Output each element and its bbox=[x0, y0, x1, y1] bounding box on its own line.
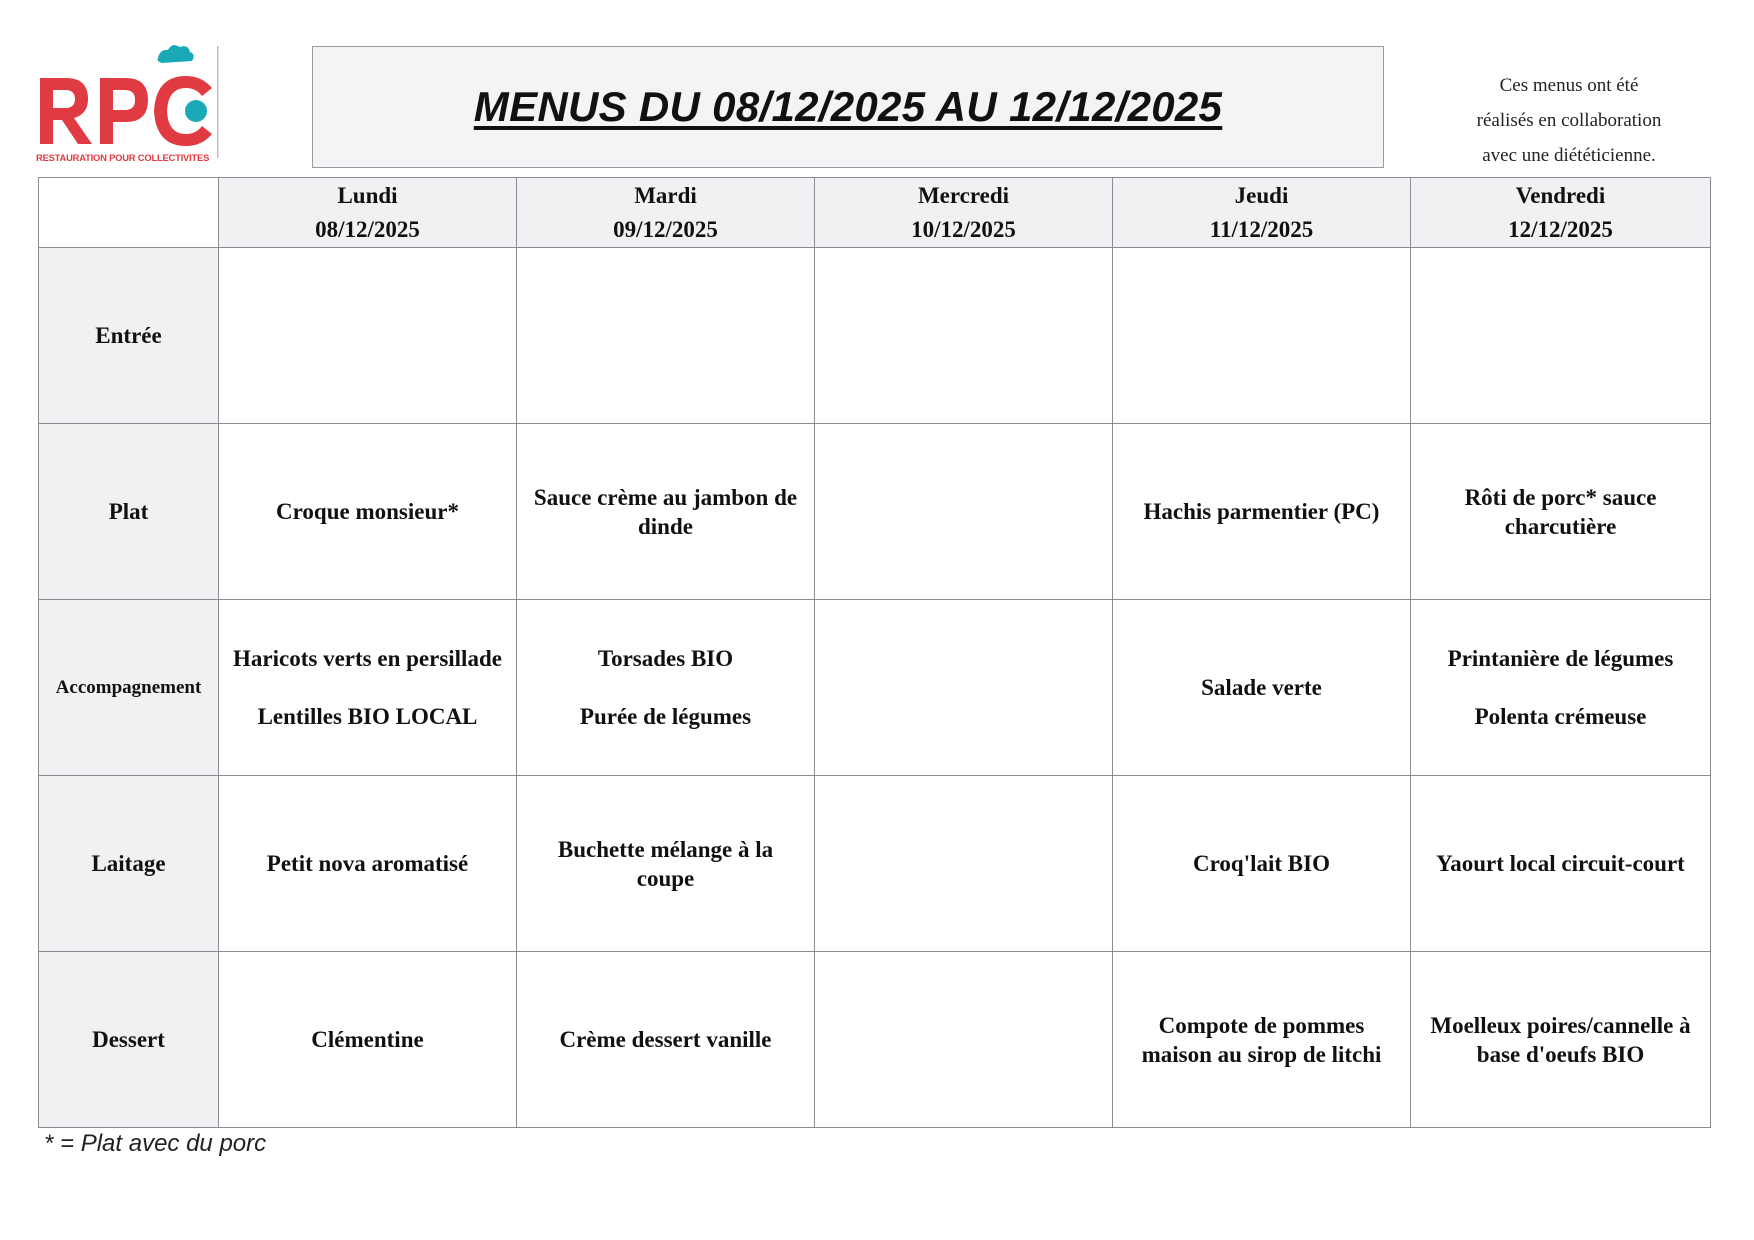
menu-item: Purée de légumes bbox=[579, 704, 752, 729]
menu-cell bbox=[1411, 248, 1711, 424]
menu-item: Haricots verts en persillade bbox=[233, 646, 502, 671]
menu-item: Salade verte bbox=[1201, 675, 1322, 700]
menu-cell bbox=[1411, 600, 1711, 776]
logo-letter-p bbox=[100, 78, 148, 144]
menu-cell bbox=[1411, 952, 1711, 1128]
menu-cell bbox=[517, 600, 815, 776]
menu-item: Clémentine bbox=[311, 1027, 424, 1052]
day-date: 09/12/2025 bbox=[613, 216, 718, 242]
day-header-wednesday bbox=[815, 178, 1113, 248]
day-date: 11/12/2025 bbox=[1209, 216, 1314, 242]
dietitian-note bbox=[1436, 68, 1702, 173]
menu-cell bbox=[1113, 952, 1411, 1128]
menu-item: Torsades BIO bbox=[597, 646, 734, 671]
chef-hat-icon bbox=[158, 45, 194, 63]
menu-cell bbox=[517, 776, 815, 952]
day-date: 10/12/2025 bbox=[911, 216, 1016, 242]
day-name: Jeudi bbox=[1234, 182, 1289, 208]
day-header-friday bbox=[1411, 178, 1711, 248]
logo-dot bbox=[185, 100, 207, 122]
table-header-row bbox=[39, 178, 1711, 248]
day-name: Mardi bbox=[634, 182, 697, 208]
menu-cell bbox=[219, 424, 517, 600]
menu-cell bbox=[1113, 248, 1411, 424]
row-label: Laitage bbox=[39, 776, 219, 952]
rpc-logo-graphic bbox=[36, 44, 222, 164]
pork-footnote: * = Plat avec du porc bbox=[44, 1130, 267, 1157]
day-header-thursday bbox=[1113, 178, 1411, 248]
menu-cell bbox=[1113, 600, 1411, 776]
row-label: Plat bbox=[39, 424, 219, 600]
day-name: Vendredi bbox=[1515, 182, 1606, 208]
menu-item: Sauce crème au jambon de dinde bbox=[533, 484, 798, 539]
menu-cell bbox=[517, 424, 815, 600]
row-label: Entrée bbox=[39, 248, 219, 424]
menu-item: Buchette mélange à la coupe bbox=[557, 836, 774, 891]
menu-item: Crème dessert vanille bbox=[559, 1027, 772, 1052]
menu-cell bbox=[517, 952, 815, 1128]
day-header-monday bbox=[219, 178, 517, 248]
row-laitage bbox=[39, 776, 1711, 952]
day-date: 12/12/2025 bbox=[1508, 216, 1613, 242]
menu-item: Croque monsieur* bbox=[276, 499, 459, 524]
note-line: Ces menus ont été bbox=[1499, 75, 1639, 96]
logo-letter-r bbox=[40, 78, 92, 144]
menu-cell bbox=[1113, 776, 1411, 952]
row-entree bbox=[39, 248, 1711, 424]
corner-cell bbox=[39, 178, 219, 248]
menu-cell bbox=[815, 952, 1113, 1128]
row-label: Dessert bbox=[39, 952, 219, 1128]
menu-cell bbox=[815, 424, 1113, 600]
menu-cell bbox=[219, 600, 517, 776]
note-line: avec une diététicienne. bbox=[1482, 145, 1656, 166]
menu-item: Rôti de porc* sauce charcutière bbox=[1464, 484, 1657, 539]
menu-cell bbox=[219, 776, 517, 952]
logo-subtitle: RESTAURATION POUR COLLECTIVITES bbox=[36, 152, 210, 163]
row-plat bbox=[39, 424, 1711, 600]
menu-item: Moelleux poires/cannelle à base d'oeufs BIO bbox=[1430, 1012, 1691, 1067]
menu-item: Printanière de légumes bbox=[1447, 646, 1674, 671]
menu-cell bbox=[1411, 424, 1711, 600]
rpc-logo bbox=[36, 44, 222, 164]
note-line: réalisés en collaboration bbox=[1476, 110, 1662, 131]
title-box bbox=[312, 46, 1384, 168]
row-label: Accompagnement bbox=[39, 600, 219, 776]
menu-item: Lentilles BIO LOCAL bbox=[257, 704, 478, 729]
menu-cell bbox=[815, 776, 1113, 952]
menu-item: Croq'lait BIO bbox=[1193, 851, 1330, 876]
day-name: Mercredi bbox=[917, 182, 1010, 208]
menu-table bbox=[38, 177, 1711, 1128]
day-name: Lundi bbox=[337, 182, 398, 208]
menu-cell bbox=[1411, 776, 1711, 952]
day-date: 08/12/2025 bbox=[315, 216, 420, 242]
menu-cell bbox=[517, 248, 815, 424]
menu-cell bbox=[219, 952, 517, 1128]
menu-item: Polenta crémeuse bbox=[1474, 704, 1647, 729]
menu-cell bbox=[815, 248, 1113, 424]
day-header-tuesday bbox=[517, 178, 815, 248]
menu-cell bbox=[219, 248, 517, 424]
row-dessert bbox=[39, 952, 1711, 1128]
menu-item: Compote de pommes maison au sirop de litchi bbox=[1141, 1012, 1382, 1067]
menu-item: Hachis parmentier (PC) bbox=[1143, 499, 1380, 524]
row-accompagnement bbox=[39, 600, 1711, 776]
menu-cell bbox=[815, 600, 1113, 776]
menu-item: Yaourt local circuit-court bbox=[1436, 851, 1685, 876]
page-title: MENUS DU 08/12/2025 AU 12/12/2025 bbox=[473, 83, 1223, 130]
menu-cell bbox=[1113, 424, 1411, 600]
menu-item: Petit nova aromatisé bbox=[266, 851, 469, 876]
